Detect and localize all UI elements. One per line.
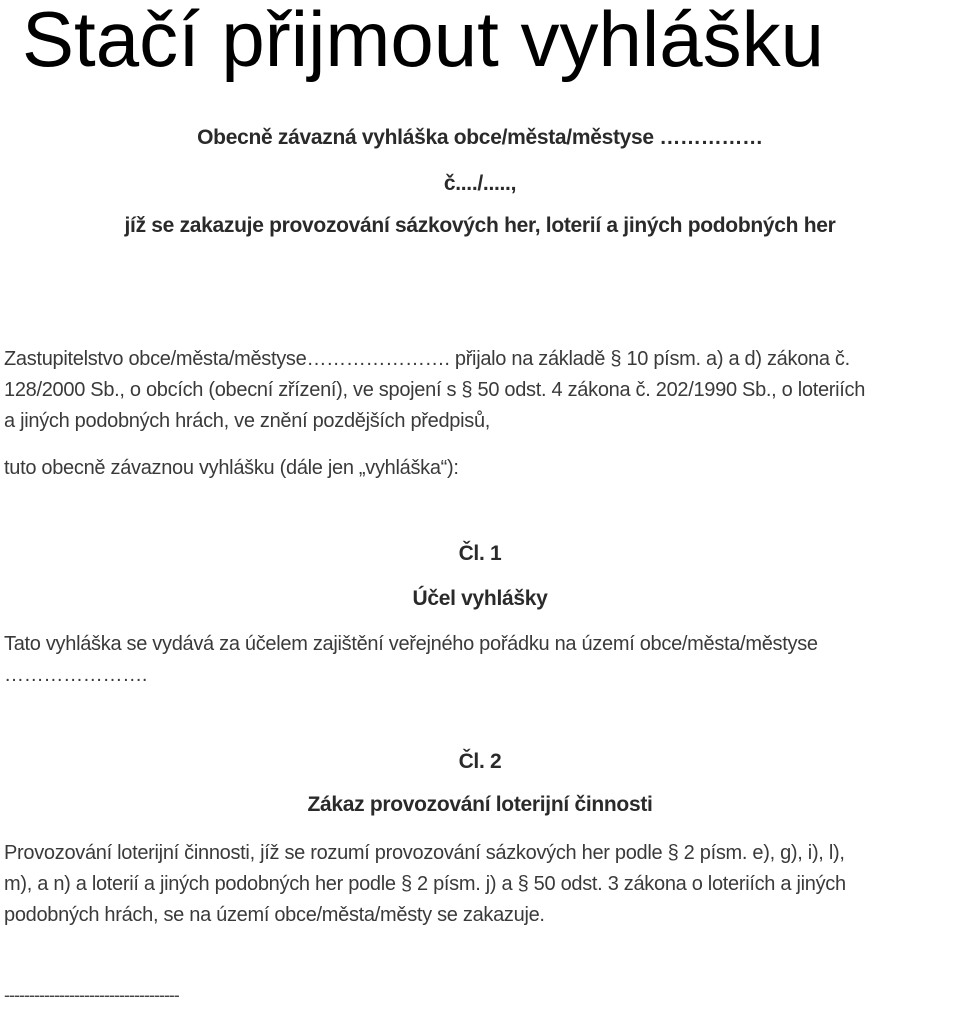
- intro-line: 128/2000 Sb., o obcích (obecní zřízení), ve spojení s § 50 odst. 4 zákona č. 202/1990 Sb., o loteriích: [4, 379, 866, 401]
- document-heading-number: č..../.....,: [443, 172, 517, 195]
- intro-line: a jiných podobných hrách, ve znění pozdějších předpisů,: [4, 410, 491, 432]
- article-1-line: Tato vyhláška se vydává za účelem zajištění veřejného pořádku na území obce/města/městyse: [4, 633, 818, 655]
- article-2-line: m), a n) a loterií a jiných podobných her podle § 2 písm. j) a § 50 odst. 3 zákona o loteriích a jiných: [4, 873, 846, 895]
- adoption-statement: [4, 453, 960, 484]
- article-2-title: Zákaz provozování loterijní činnosti: [307, 793, 653, 816]
- article-2-number: Čl. 2: [458, 750, 502, 773]
- document-heading-title: Obecně závazná vyhláška obce/města/městyse ……………: [197, 126, 763, 149]
- intro-line: Zastupitelstvo obce/města/městyse…………………. přijalo na základě § 10 písm. a) a d) zákona č.: [4, 348, 850, 370]
- intro-paragraph: [4, 344, 960, 437]
- article-1-title: Účel vyhlášky: [412, 587, 548, 610]
- adoption-line: tuto obecně závaznou vyhlášku (dále jen „vyhláška“):: [4, 457, 459, 479]
- article-1-line: ………………….: [4, 664, 148, 686]
- slide-title: Stačí přijmout vyhlášku: [22, 0, 824, 83]
- article-2-text: [4, 838, 960, 931]
- article-2-line: Provozování loterijní činnosti, jíž se rozumí provozování sázkových her podle § 2 písm. e), g), i), l),: [4, 842, 845, 864]
- document-heading-subject: jíž se zakazuje provozování sázkových her, loterií a jiných podobných her: [124, 214, 836, 237]
- article-1-text: [4, 629, 960, 691]
- footnote-separator: -----------------------------------: [4, 985, 179, 1005]
- article-2-line: podobných hrách, se na území obce/města/městy se zakazuje.: [4, 904, 545, 926]
- article-1-number: Čl. 1: [458, 542, 502, 565]
